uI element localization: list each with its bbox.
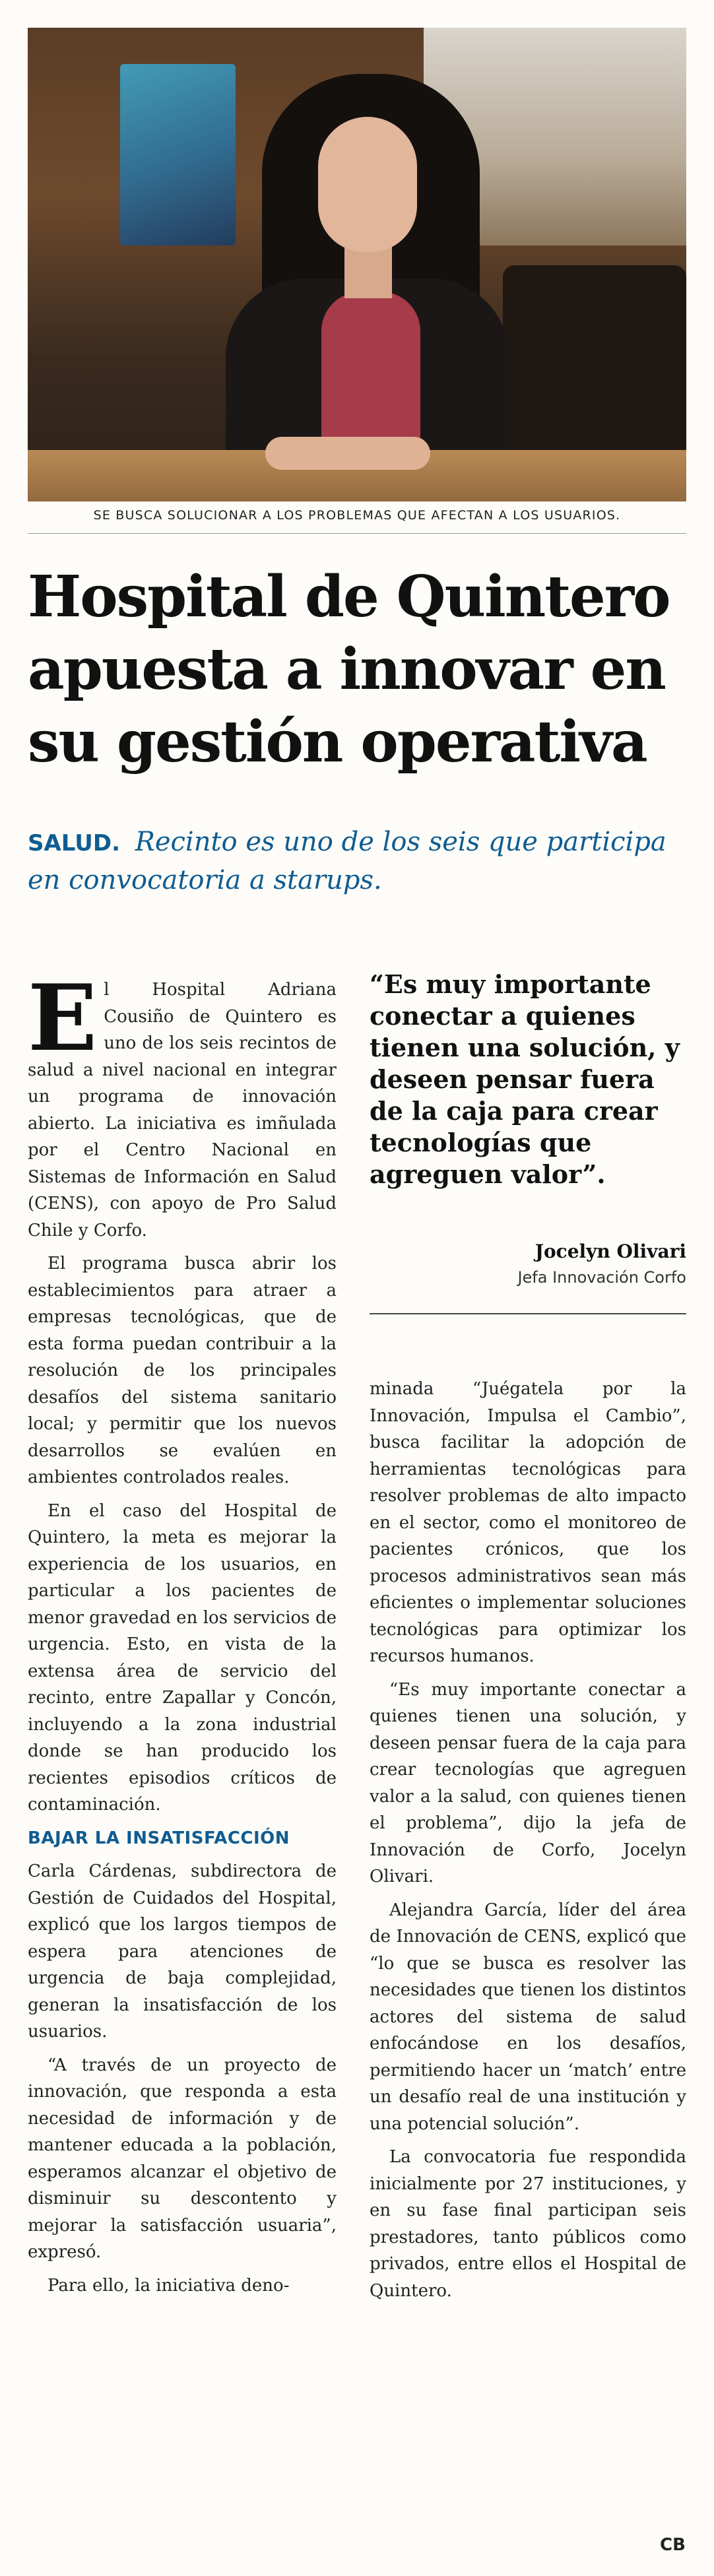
article-paragraph: Para ello, la iniciativa deno- (48, 2275, 290, 2296)
subhead (28, 823, 686, 899)
article-column-left (28, 977, 337, 2540)
article-paragraph: La convocatoria fue respondida inicialmente por 27 instituciones, y en su fase final participan seis prestadores, tanto públicos como privados, entre ellos el Hospital de Quintero. (370, 2147, 686, 2301)
article-paragraph (28, 977, 337, 1244)
section-heading: BAJAR LA INSATISFACCIÓN (28, 1828, 290, 1848)
drop-cap: E (28, 977, 98, 1072)
article-paragraph: En el caso del Hospital de Quintero, la meta es mejorar la experiencia de los usuarios, en particular a los pacientes de menor gravedad en los servicios de urgencia. Esto, en vista de la extensa área de servicio del recinto, entre Zapallar y Concón, incluyendo a la zona industrial donde se han producido los recientes episodios críticos de contaminación. (28, 1500, 337, 1815)
photo-person-face (318, 117, 417, 252)
photo-chair (503, 265, 686, 450)
pull-quote: “Es muy importante conectar a quienes tienen una solución, y deseen pensar fuera de la caja para crear tecnologías que agreguen valor”. (370, 969, 680, 1189)
article-paragraph: “A través de un proyecto de innovación, que responda a esta necesidad de información y de mantener educada a la población, esperamos alcanzar el objetivo de disminuir su descontento y mejorar la satisfacción usuaria”, expresó. (28, 2055, 337, 2262)
article-photo (28, 28, 686, 501)
article-paragraph: Alejandra García, líder del área de Innovación de CENS, explicó que “lo que se busca es resolver las necesidades que tienen los distintos actores del sistema de salud enfocándose en los desafíos, permitiendo hacer un ‘match’ entre un desafío real de una institución y una potencial solución”. (370, 1900, 686, 2134)
paragraph-text: l Hospital Adriana Cousiño de Quintero es uno de los seis recintos de salud a nivel nacional en integrar un programa de innovación abierto. La iniciativa es imñulada por el Centro Nacional en Sistemas de Información en Salud (CENS), con apoyo de Pro Salud Chile y Corfo. (28, 980, 337, 1240)
article-paragraph: minada “Juégatela por la Innovación, Impulsa el Cambio”, busca facilitar la adopción de herramientas tecnológicas para resolver problemas de alto impacto en el sector, como el monitoreo de pacientes crónicos, que los procesos administrativos sean más eficientes o implementar soluciones tecnológicas para optimizar los recursos humanos. (370, 1379, 686, 1666)
photo-caption: SE BUSCA SOLUCIONAR A LOS PROBLEMAS QUE AFECTAN A LOS USUARIOS. (93, 508, 621, 523)
photo-person-blouse (321, 292, 420, 450)
caption-divider (28, 533, 686, 534)
article-paragraph: El programa busca abrir los establecimientos para atraer a empresas tecnológicas, que de esta forma puedan contribuir a la resolución de los principales desafíos del sistema sanitario local; y permitir que los nuevos desarrollos se evalúen en ambientes controlados reales. (28, 1254, 337, 1487)
pull-quote-role: Jefa Innovación Corfo (517, 1268, 686, 1287)
pull-quote-divider (370, 1313, 686, 1314)
article-column-right (370, 1376, 686, 2563)
article-paragraph: “Es muy importante conectar a quienes tienen una solución, y deseen pensar fuera de la caja para crear tecnologías que agreguen valor a la salud, con quienes tienen el problema”, dijo la jefa de Innovación de Corfo, Jocelyn Olivari. (370, 1679, 686, 1886)
photo-screen-background (120, 64, 236, 245)
photo-person-hands (265, 437, 430, 470)
subhead-lead: Recinto es uno de los seis que participa en convocatoria a starups. (28, 827, 666, 895)
end-mark-icon: CB (660, 2535, 686, 2555)
headline: Hospital de Quintero apuesta a innovar en su gestión operativa (28, 564, 670, 775)
pull-quote-author: Jocelyn Olivari (535, 1240, 686, 1262)
section-tag: SALUD. (28, 830, 121, 856)
article-paragraph: Carla Cárdenas, subdirectora de Gestión de Cuidados del Hospital, explicó que los largos tiempos de espera para atenciones de urgencia de baja complejidad, generan la insatisfacción de los usuarios. (28, 1861, 337, 2042)
